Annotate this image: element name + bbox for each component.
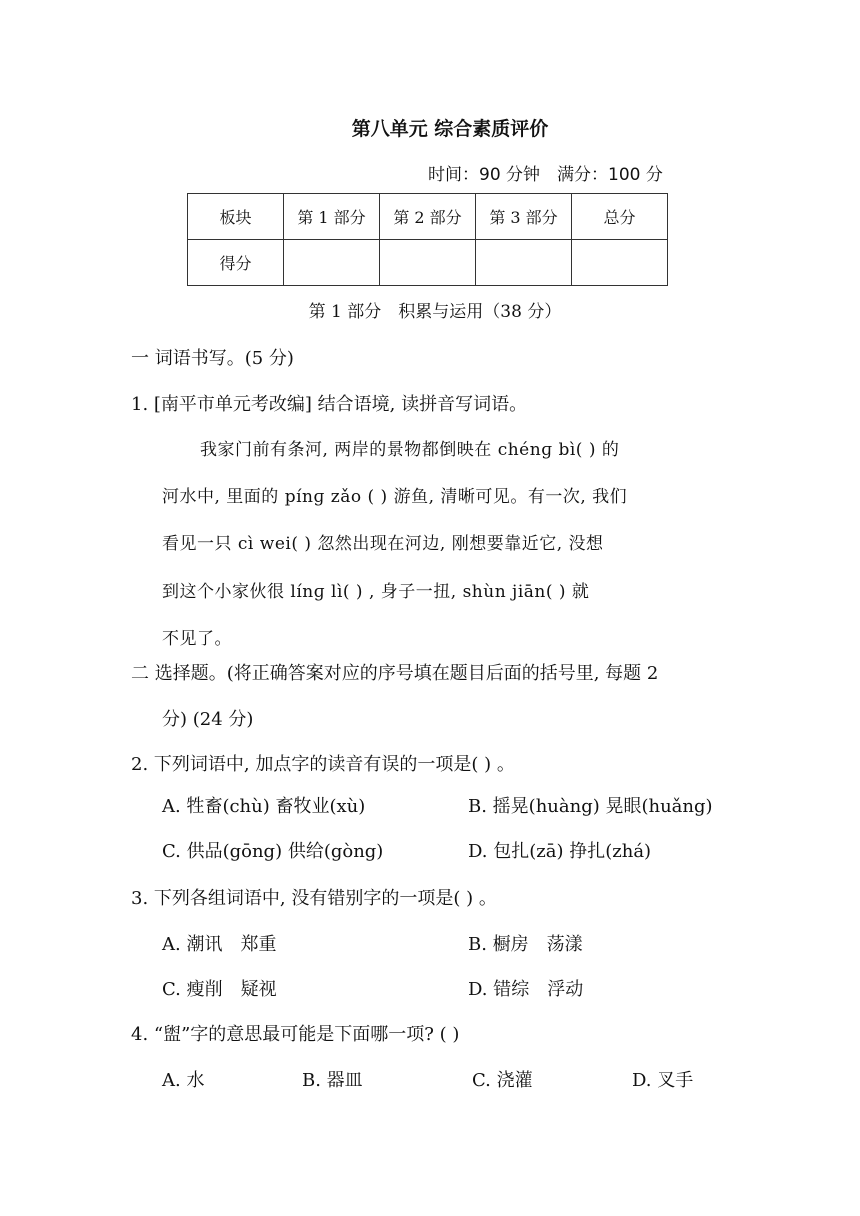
score-cell[interactable] (572, 240, 668, 286)
section-heading: 一 词语书写。(5 分) (131, 348, 294, 369)
part-heading: 第 1 部分 积累与运用（38 分） (308, 302, 562, 322)
score-table (187, 193, 668, 286)
option-c[interactable]: C. 浇灌 (472, 1070, 533, 1091)
option-b[interactable]: B. 橱房 荡漾 (468, 934, 583, 955)
score-cell[interactable] (284, 240, 380, 286)
exam-meta: 时间：90 分钟 满分：100 分 (428, 165, 663, 185)
option-b[interactable]: B. 器皿 (302, 1070, 363, 1091)
score-cell[interactable] (476, 240, 572, 286)
option-d[interactable]: D. 错综 浮动 (468, 979, 584, 1000)
paragraph-line: 到这个小家伙很 línɡ lì( ) , 身子一扭, shùn jiān( ) 就 (162, 582, 590, 602)
option-d[interactable]: D. 叉手 (632, 1070, 694, 1091)
question-stem: 3. 下列各组词语中, 没有错别字的一项是( ) 。 (131, 888, 497, 909)
option-c[interactable]: C. 供品(gōng) 供给(gòng) (162, 841, 384, 862)
page-title: 第八单元 综合素质评价 (351, 118, 549, 140)
option-a[interactable]: A. 潮讯 郑重 (162, 934, 277, 955)
question-stem: 4. “盥”字的意思最可能是下面哪一项? ( ) (131, 1024, 460, 1045)
option-a[interactable]: A. 水 (162, 1070, 205, 1091)
table-header-cell: 第 3 部分 (476, 194, 572, 240)
score-row-label: 得分 (188, 240, 284, 286)
paragraph-line: 不见了。 (162, 629, 232, 649)
paragraph-line: 我家门前有条河, 两岸的景物都倒映在 chénɡ bì( ) 的 (200, 440, 620, 460)
table-row (188, 194, 668, 240)
option-b[interactable]: B. 摇晃(huàng) 晃眼(huǎng) (468, 796, 713, 817)
section-heading: 二 选择题。(将正确答案对应的序号填在题目后面的括号里, 每题 2 (131, 663, 659, 684)
table-header-cell: 总分 (572, 194, 668, 240)
question-stem: 1. [南平市单元考改编] 结合语境, 读拼音写词语。 (131, 394, 528, 415)
option-c[interactable]: C. 瘦削 疑视 (162, 979, 277, 1000)
paragraph-line: 河水中, 里面的 pínɡ zǎo ( ) 游鱼, 清晰可见。有一次, 我们 (162, 487, 628, 507)
table-header-cell: 第 1 部分 (284, 194, 380, 240)
table-header-cell: 板块 (188, 194, 284, 240)
question-stem: 2. 下列词语中, 加点字的读音有误的一项是( ) 。 (131, 754, 515, 775)
table-header-cell: 第 2 部分 (380, 194, 476, 240)
section-heading-cont: 分) (24 分) (162, 709, 254, 730)
paragraph-line: 看见一只 cì wei( ) 忽然出现在河边, 刚想要靠近它, 没想 (162, 534, 604, 554)
score-cell[interactable] (380, 240, 476, 286)
table-row (188, 240, 668, 286)
option-a[interactable]: A. 牲畜(chù) 畜牧业(xù) (162, 796, 366, 817)
option-d[interactable]: D. 包扎(zā) 挣扎(zhá) (468, 841, 652, 862)
